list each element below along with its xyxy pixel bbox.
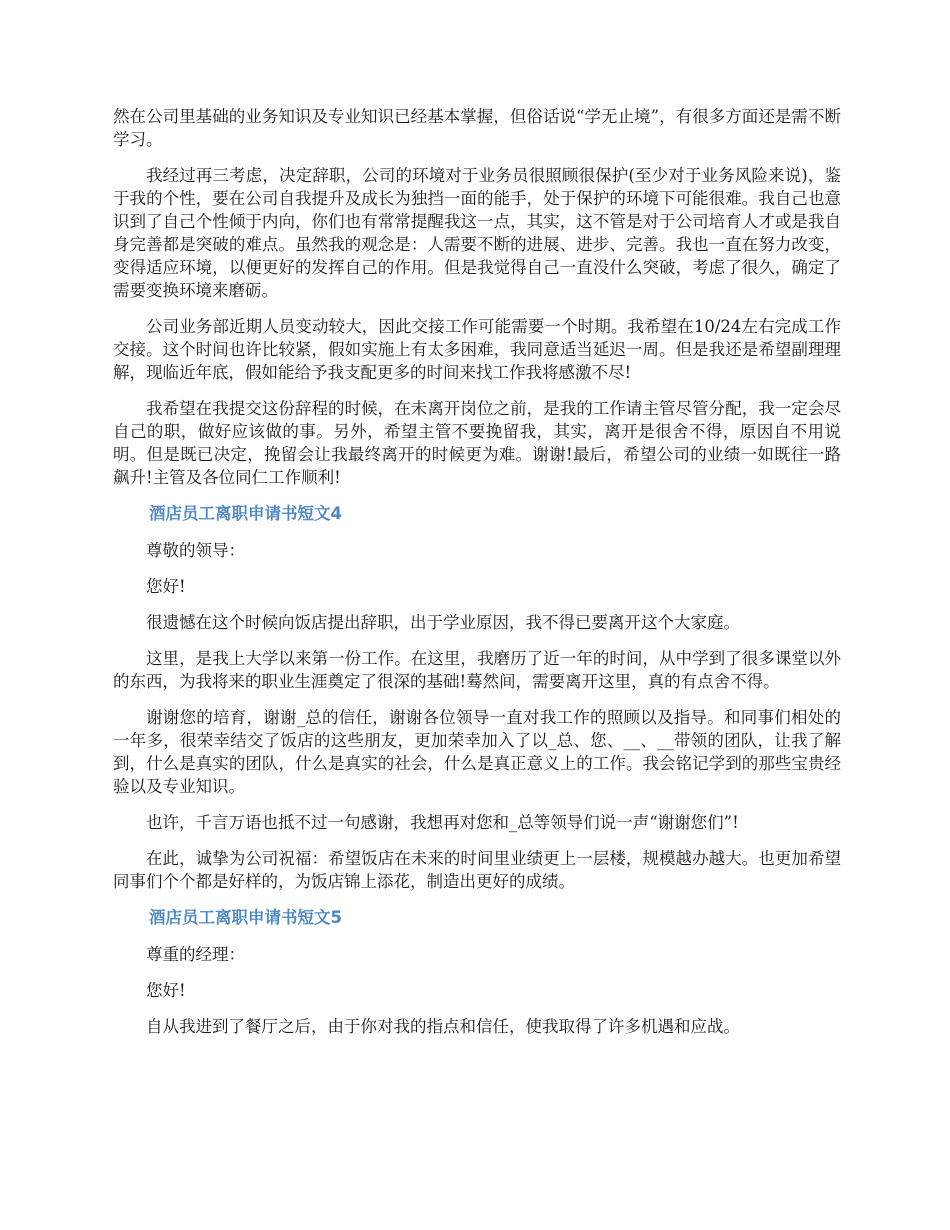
section-4-greeting: 您好! <box>146 577 186 596</box>
intro-paragraph: 然在公司里基础的业务知识及专业知识已经基本掌握，但俗话说“学无止境”，有很多方面还是需不断学习。 <box>113 107 841 149</box>
document-page <box>113 105 841 1051</box>
intro-paragraph: 我希望在我提交这份辞程的时候，在未离开岗位之前，是我的工作请主管尽管分配，我一定会尽自己的职，做好应该做的事。另外，希望主管不要挽留我，其实，离开是很舍不得，原因自不用说明。但是既已决定，挽留会让我最终离开的时候更为难。谢谢!最后，希望公司的业绩一如既往一路飙升!主管及各位同仁工作顺利! <box>113 399 841 487</box>
intro-paragraph: 我经过再三考虑，决定辞职，公司的环境对于业务员很照顾很保护(至少对于业务风险来说)，鉴于我的个性，要在公司自我提升及成长为独挡一面的能手，处于保护的环境下可能很难。我自己也意识到了自己个性倾于内向，你们也有常常提醒我这一点，其实，这不管是对于公司培育人才或是我自身完善都是突破的难点。虽然我的观念是：人需要不断的进展、进步、完善。我也一直在努力改变，变得适应环境，以便更好的发挥自己的作用。但是我觉得自己一直没什么突破，考虑了很久，确定了需要变换环境来磨砺。 <box>113 166 841 300</box>
section-5-paragraph: 自从我进到了餐厅之后，由于你对我的指点和信任，使我取得了许多机遇和应战。 <box>146 1017 740 1036</box>
section-4-paragraph: 在此，诚挚为公司祝福：希望饭店在未来的时间里业绩更上一层楼，规模越办越大。也更加希望同事们个个都是好样的，为饭店锦上添花，制造出更好的成绩。 <box>113 849 841 891</box>
section-5-greeting: 您好! <box>146 981 186 1000</box>
section-5-heading: 酒店员工离职申请书短文5 <box>149 908 342 927</box>
section-5-salutation: 尊重的经理： <box>146 945 245 964</box>
section-4-salutation: 尊敬的领导： <box>146 541 245 560</box>
section-4-paragraph: 这里，是我上大学以来第一份工作。在这里，我磨历了近一年的时间，从中学到了很多课堂以外的东西，为我将来的职业生涯奠定了很深的基础!蓦然间，需要离开这里，真的有点舍不得。 <box>113 649 841 691</box>
section-4-heading: 酒店员工离职申请书短文4 <box>149 504 342 523</box>
section-4-paragraph: 谢谢您的培育，谢谢_总的信任，谢谢各位领导一直对我工作的照顾以及指导。和同事们相处的一年多，很荣幸结交了饭店的这些朋友，更加荣幸加入了以_总、您、__、__带领的团队，让我了解到，什么是真实的团队，什么是真实的社会，什么是真正意义上的工作。我会铭记学到的那些宝贵经验以及专业知识。 <box>113 708 842 796</box>
section-4-paragraph: 也许，千言万语也抵不过一句感谢，我想再对您和_总等领导们说一声“谢谢您们”! <box>146 813 739 832</box>
section-4-paragraph: 很遗憾在这个时候向饭店提出辞职，出于学业原因，我不得已要离开这个大家庭。 <box>146 613 740 632</box>
intro-paragraph: 公司业务部近期人员变动较大，因此交接工作可能需要一个时期。我希望在10/24左右完成工作交接。这个时间也许比较紧，假如实施上有太多困难，我同意适当延迟一周。但是我还是希望副理理解，现临近年底，假如能给予我支配更多的时间来找工作我将感激不尽! <box>113 317 841 382</box>
